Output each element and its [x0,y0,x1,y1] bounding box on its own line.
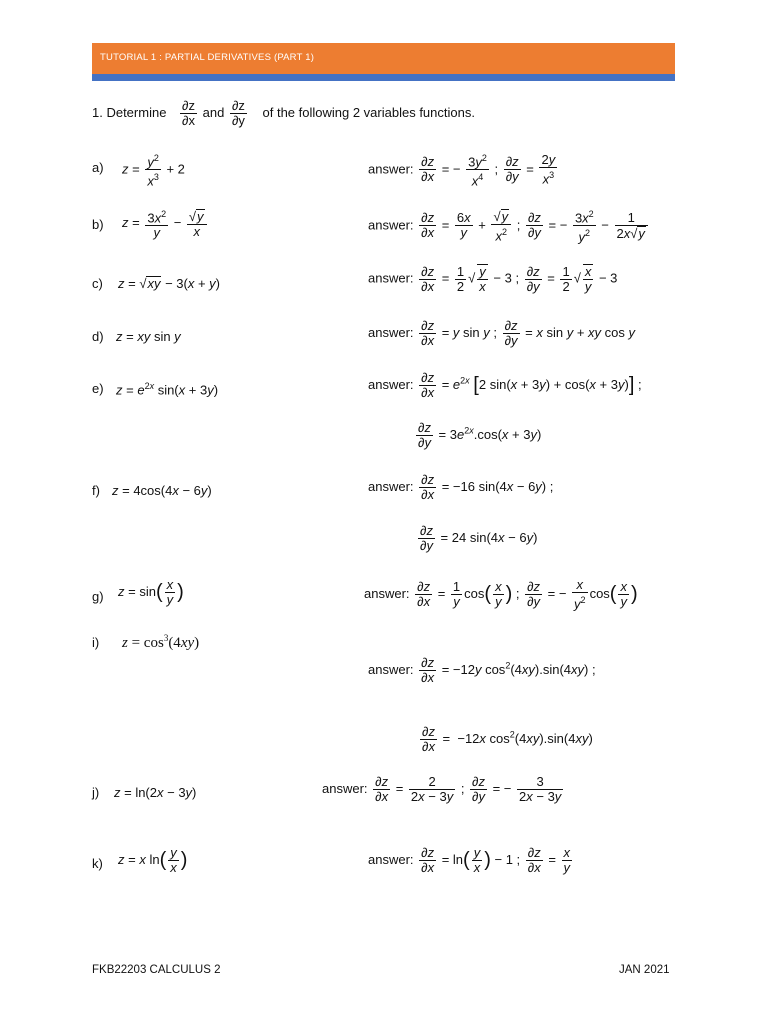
question-and: and [202,104,225,120]
problem-b-function: z = $\frac{3x^2}{y}$ − $\frac{√y}{x}$ [122,207,209,240]
problem-label-b: b) [92,217,104,232]
problem-label-g: g) [92,589,104,604]
problem-i-function: $z = \cos^3(4xy)$ [122,633,200,651]
answer-f-dx: answer: $\frac{\partial z}{\partial x}$ = −16 sin(4x − 6y) ; [368,472,554,502]
answer-g: answer: $\frac{\partial z}{\partial x}$ = $\frac{1}{y}$ cos( $\frac{x}{y}$ ) ; $\frac{\partial z}{\partial y}$ = − $\frac{x}{y^2}$ cos( $\frac{x}{y}$ ) [364,577,638,612]
question-prefix: 1. Determine [92,104,167,120]
answer-label: answer: [368,161,414,177]
footer-course: FKB22203 CALCULUS 2 [92,964,221,976]
problem-label-j: j) [92,785,100,800]
problem-label-f: f) [92,483,100,498]
problem-label-i: i) [92,635,100,650]
problem-k-function: z = x ln( $\frac{y}{x}$ ) [118,845,188,875]
problem-a-function: z = $\frac{y^2}{x^3}$ + 2 [122,153,185,189]
answer-c: answer: $\frac{\partial z}{\partial x}$ = $\frac{1}{2}$ √ $\frac{y}{x}$ − 3 ; $\frac{\partial z}{\partial y}$ = $\frac{1}{2}$ √ $\frac{x}{y}$ − 3 [368,263,618,294]
question-dz-dy: $\frac{\partial z}{\partial y}$ [231,98,245,128]
answer-f-dy: $\frac{\partial z}{\partial y}$ = 24 sin(4x − 6y) [420,523,538,553]
problem-g-function: z = sin( $\frac{x}{y}$ ) [118,577,184,607]
answer-a: answer: $\frac{\partial z}{\partial x}$ = − $\frac{3y^2}{x^4}$ ; $\frac{\partial z}{\partial y}$ = $\frac{2y}{x^3}$ [368,152,556,189]
problem-label-e: e) [92,381,104,396]
problem-label-k: k) [92,856,103,871]
answer-b: answer: $\frac{\partial z}{\partial x}$ = $\frac{6x}{y}$ + $\frac{√y}{x^2}$ ; $\frac{\partial z}{\partial y}$ = − $\frac{3x^2}{y^2}$ − $\frac{1}{2x√y}$ [368,207,650,245]
question-line [92,99,475,128]
answer-e-dx: answer: $\frac{\partial z}{\partial x}$ = $e^{2x}$ [2 sin(x + 3y) + cos(x + 3y)] ; [368,370,642,400]
answer-i-dx: answer: $\frac{\partial z}{\partial x}$ = −12y $\cos^2(4xy).\sin(4xy)$ ; [368,655,596,685]
footer-date: JAN 2021 [619,964,670,976]
problem-f-function: z = 4cos(4x − 6y) [112,483,212,498]
problem-j-function: z = ln(2x − 3y) [114,785,197,800]
problem-d-function: z = xy sin y [116,329,181,344]
answer-j: answer: $\frac{\partial z}{\partial x}$ = $\frac{2}{2x - 3y}$ ; $\frac{\partial z}{\partial y}$ = − $\frac{3}{2x - 3y}$ [322,774,562,804]
problem-label-d: d) [92,329,104,344]
problem-label-c: c) [92,276,103,291]
answer-e-dy: $\frac{\partial z}{\partial y}$ = $3e^{2x}.\cos(x + 3y)$ [418,420,542,450]
problem-c-function: z = √xy − 3(x + y) [118,276,220,291]
header-underline [92,74,675,81]
question-dz-dx: $\frac{\partial z}{\partial x}$ [182,98,195,128]
answer-k: answer: $\frac{\partial z}{\partial x}$ = ln( $\frac{y}{x}$ ) − 1 ; $\frac{\partial z}{\partial x}$ = $\frac{x}{y}$ [368,845,571,875]
header-title: TUTORIAL 1 : PARTIAL DERIVATIVES (PART 1) [100,52,315,63]
problem-e-function: $z = e^{2x}$ sin(x + 3y) [116,381,219,398]
problem-label-a: a) [92,160,104,175]
header-banner [92,43,675,74]
question-suffix: of the following 2 variables functions. [262,104,475,120]
answer-d: answer: $\frac{\partial z}{\partial x}$ = y sin y ; $\frac{\partial z}{\partial y}$ = x sin y + xy cos y [368,318,636,348]
answer-i-dy: $\frac{\partial z}{\partial x}$ = −12x $\cos^2(4xy).\sin(4xy)$ [422,724,593,754]
